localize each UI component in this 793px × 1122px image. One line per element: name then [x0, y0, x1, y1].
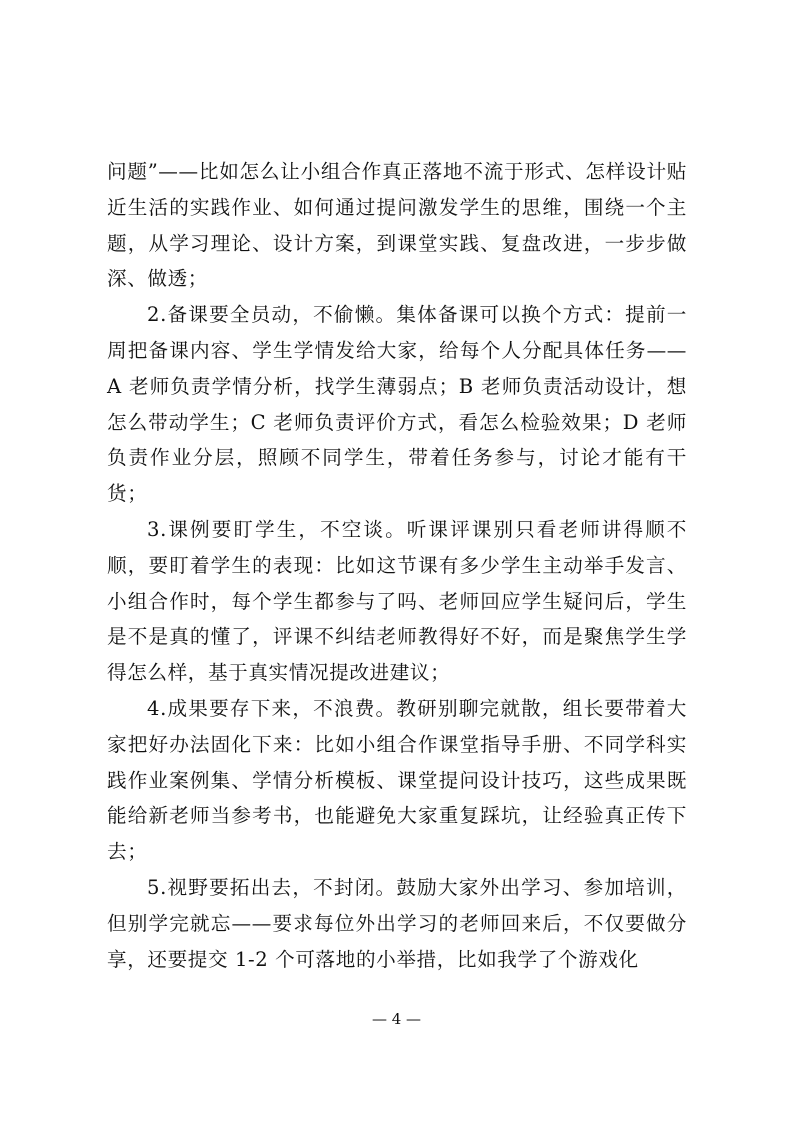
paragraph-item-3: 3.课例要盯学生，不空谈。听课评课别只看老师讲得顺不顺，要盯着学生的表现：比如这节课有多少学生主动举手发言、小组合作时，每个学生都参与了吗、老师回应学生疑问后，学生是不是真的懂了，评课不纠结老师教得好不好，而是聚焦学生学得怎么样，基于真实情况提改进建议；: [107, 517, 687, 685]
document-body: [107, 154, 687, 977]
paragraph-item-2: 2.备课要全员动，不偷懒。集体备课可以换个方式：提前一周把备课内容、学生学情发给大家，给每个人分配具体任务——A 老师负责学情分析，找学生薄弱点；B 老师负责活动设计，想怎么带动学生；C 老师负责评价方式，看怎么检验效果；D 老师负责作业分层，照顾不同学生，带着任务参与，讨论才能有干货；: [107, 303, 687, 506]
paragraph-continuation: 问题”——比如怎么让小组合作真正落地不流于形式、怎样设计贴近生活的实践作业、如何通过提问激发学生的思维，围绕一个主题，从学习理论、设计方案，到课堂实践、复盘改进，一步步做深、做透；: [107, 160, 687, 291]
page-number: — 4 —: [371, 1010, 422, 1028]
paragraph-item-4: 4.成果要存下来，不浪费。教研别聊完就散，组长要带着大家把好办法固化下来：比如小组合作课堂指导手册、不同学科实践作业案例集、学情分析模板、课堂提问设计技巧，这些成果既能给新老师当参考书，也能避免大家重复踩坑，让经验真正传下去；: [107, 696, 687, 864]
paragraph-item-5: 5.视野要拓出去，不封闭。鼓励大家外出学习、参加培训，但别学完就忘——要求每位外出学习的老师回来后，不仅要做分享，还要提交 1-2 个可落地的小举措，比如我学了个游戏化: [107, 875, 687, 971]
